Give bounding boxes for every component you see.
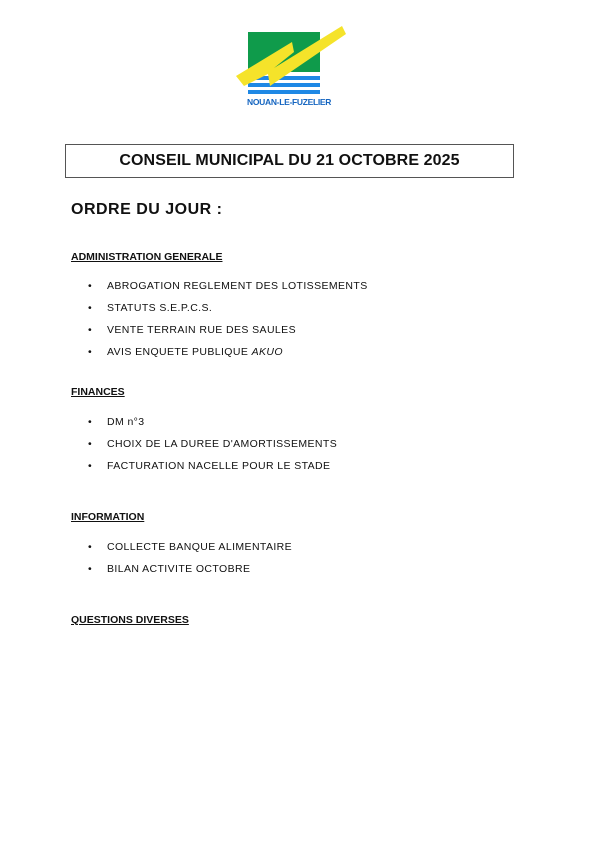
bullet: • xyxy=(88,438,93,450)
meeting-title: CONSEIL MUNICIPAL DU 21 OCTOBRE 2025 xyxy=(119,152,460,169)
bullet: • xyxy=(88,541,93,553)
agenda-item-text: COLLECTE BANQUE ALIMENTAIRE xyxy=(107,541,293,553)
logo-text: NOUAN-LE-FUZELIER xyxy=(247,97,332,107)
agenda-item-text: ABROGATION REGLEMENT DES LOTISSEMENTS xyxy=(107,280,368,292)
meeting-title-box xyxy=(65,144,514,178)
bullet: • xyxy=(88,416,93,428)
agenda-item xyxy=(88,324,296,336)
bullet: • xyxy=(88,460,93,472)
section-heading-finances: FINANCES xyxy=(71,386,125,398)
agenda-item-text: CHOIX DE LA DUREE D'AMORTISSEMENTS xyxy=(107,438,338,450)
agenda-item xyxy=(88,280,368,292)
bullet: • xyxy=(88,280,93,292)
section-heading-administration: ADMINISTRATION GENERALE xyxy=(71,251,223,263)
agenda-item xyxy=(88,416,145,428)
agenda-item-text: BILAN ACTIVITE OCTOBRE xyxy=(107,563,251,575)
agenda-item xyxy=(88,563,250,575)
agenda-item xyxy=(88,460,330,472)
agenda-item-text: FACTURATION NACELLE POUR LE STADE xyxy=(107,460,331,472)
agenda-item-text: DM n°3 xyxy=(107,416,145,428)
agenda-item-italic-text: AKUO xyxy=(251,346,283,358)
municipal-logo xyxy=(234,24,348,110)
agenda-item-text: STATUTS S.E.P.C.S. xyxy=(107,302,213,314)
bullet: • xyxy=(88,302,93,314)
bullet: • xyxy=(88,563,93,575)
logo-graphic xyxy=(234,24,348,96)
section-heading-questions-diverses: QUESTIONS DIVERSES xyxy=(71,614,189,626)
bullet: • xyxy=(88,324,93,336)
agenda-item xyxy=(88,302,212,314)
bullet: • xyxy=(88,346,93,358)
agenda-item xyxy=(88,438,337,450)
agenda-item-text: AVIS ENQUETE PUBLIQUE xyxy=(107,346,249,358)
section-heading-information: INFORMATION xyxy=(71,511,145,523)
agenda-item xyxy=(88,346,283,358)
agenda-title: ORDRE DU JOUR : xyxy=(71,201,223,218)
agenda-item-text: VENTE TERRAIN RUE DES SAULES xyxy=(107,324,296,336)
agenda-item xyxy=(88,541,292,553)
